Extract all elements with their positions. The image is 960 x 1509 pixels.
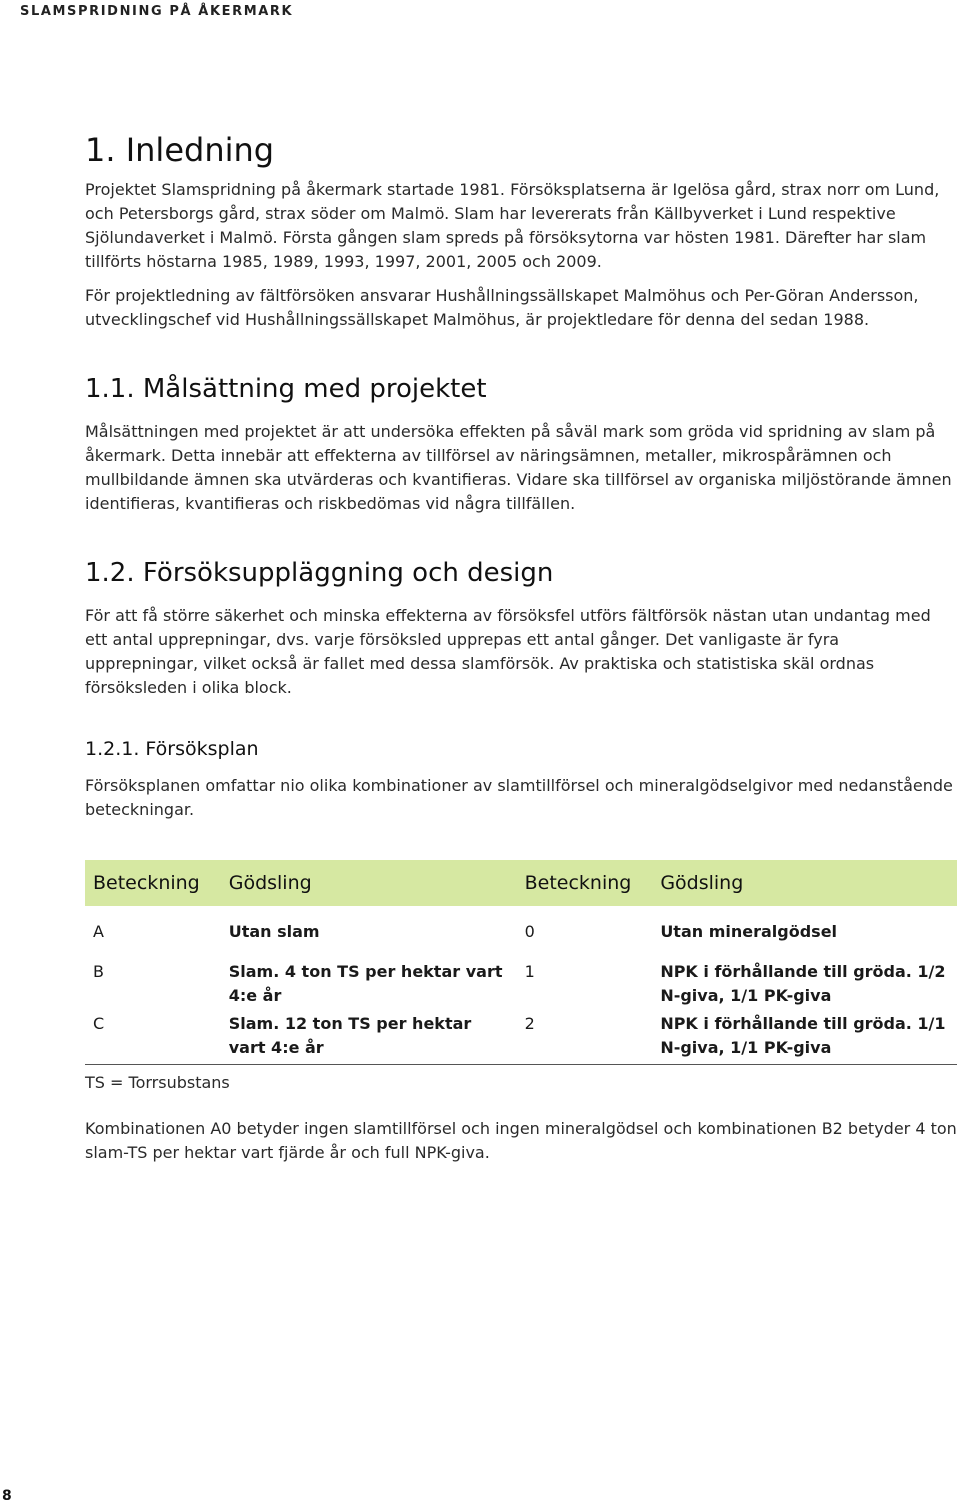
page-number: 8: [2, 1488, 12, 1504]
table-header-cell: Beteckning: [517, 860, 653, 906]
section-1-1-title: 1.1. Målsättning med projektet: [85, 374, 487, 404]
section-1-2-1-paragraph: Försöksplanen omfattar nio olika kombinationer av slamtillförsel och mineralgödselgivor med nedanstående beteckningar.: [85, 776, 953, 819]
section-1-paragraph-2: För projektledning av fältförsöken ansvarar Hushållningssällskapet Malmöhus och Per-Göran Andersson, utvecklingschef vid Hushållningssällskapet Malmöhus, är projektledare för denna del sedan 1988.: [85, 286, 919, 329]
section-1-paragraph-1: Projektet Slamspridning på åkermark startade 1981. Försöksplatserna är Igelösa gård, strax norr om Lund, och Petersborgs gård, strax söder om Malmö. Slam har levererats från Källbyverket i Lund respektive Sjölundaverket i Malmö. Första gången slam spreds på försöksytorna var hösten 1981. Därefter har slam tillförts höstarna 1985, 1989, 1993, 1997, 2001, 2005 och 2009.: [85, 180, 940, 271]
running-head: SLAMSPRIDNING PÅ ÅKERMARK: [20, 4, 294, 19]
section-1-2-1-title: 1.2.1. Försöksplan: [85, 738, 259, 760]
table-header-cell: Beteckning: [85, 860, 221, 906]
table-cell: 1: [524, 962, 535, 981]
table-row: [85, 960, 957, 1012]
table-cell: 0: [524, 922, 535, 941]
table-cell: Utan slam: [228, 922, 320, 941]
table-cell: Slam. 12 ton TS per hektar vart 4:e år: [221, 1012, 517, 1065]
page-content: [85, 130, 957, 1165]
experiment-plan-table: [85, 860, 957, 1065]
section-1-2-paragraph: För att få större säkerhet och minska effekterna av försöksfel utförs fältförsök nästan utan undantag med ett antal upprepningar, dvs. varje försöksled upprepas ett antal gånger. Det vanligaste är fyra upprepningar, vilket också är fallet med dessa slamförsök. Av praktiska och statistiska skäl ordnas försöksleden i olika block.: [85, 606, 931, 697]
table-cell: B: [93, 962, 104, 981]
combination-explanation-paragraph: Kombinationen A0 betyder ingen slamtillförsel och ingen mineralgödsel och kombinationen B2 betyder 4 ton slam-TS per hektar vart fjärde år och full NPK-giva.: [85, 1119, 957, 1162]
section-1-title: 1. Inledning: [85, 131, 275, 169]
section-1-2-title: 1.2. Försöksuppläggning och design: [85, 558, 554, 588]
table-header-cell: Gödsling: [652, 860, 957, 906]
table-cell: NPK i förhållande till gröda. 1/1 N-giva, 1/1 PK-giva: [652, 1012, 957, 1065]
table-cell: C: [85, 1012, 221, 1065]
table-cell: Utan mineralgödsel: [660, 922, 838, 941]
table-header-row: [85, 860, 957, 906]
table-cell: A: [93, 922, 104, 941]
table-cell: Slam. 4 ton TS per hektar vart 4:e år: [228, 962, 503, 1005]
table-row: [85, 906, 957, 960]
table-row: [85, 1012, 957, 1065]
section-1-1-paragraph: Målsättningen med projektet är att undersöka effekten på såväl mark som gröda vid spridning av slam på åkermark. Detta innebär att effekterna av tillförsel av näringsämnen, metaller, mikrospårämnen och mullbildande ämnen ska utvärderas och kvantifieras. Vidare ska tillförsel av organiska miljöstörande ämnen identifieras, kvantifieras och riskbedömas vid några tillfällen.: [85, 422, 952, 513]
table-header-cell: Gödsling: [221, 860, 517, 906]
table-cell: NPK i förhållande till gröda. 1/2 N-giva, 1/1 PK-giva: [660, 962, 946, 1005]
table-cell: 2: [517, 1012, 653, 1065]
table-footnote: TS = Torrsubstans: [85, 1073, 230, 1092]
